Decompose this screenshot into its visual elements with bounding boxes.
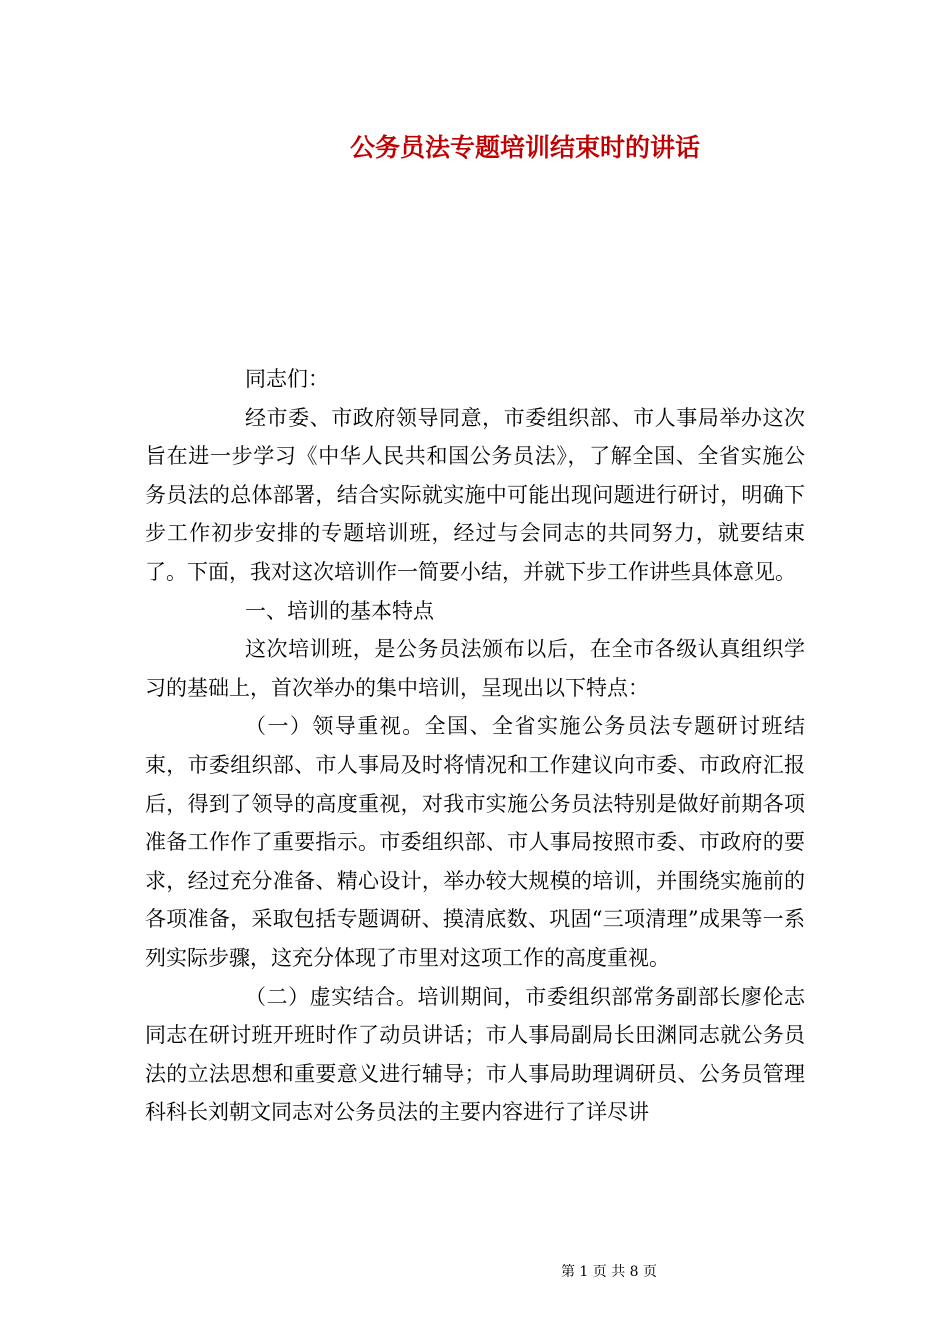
paragraph-leadership: （一）领导重视。全国、全省实施公务员法专题研讨班结束，市委组织部、市人事局及时将情况和工作建议向市委、市政府汇报后，得到了领导的高度重视，对我市实施公务员法特别是做好前期各项准备工作作了重要指示。市委组织部、市人事局按照市委、市政府的要求，经过充分准备、精心设计，举办较大规模的培训，并围绕实施前的各项准备，采取包括专题调研、摸清底数、巩固“三项清理”成果等一系列实际步骤，这充分体现了市里对这项工作的高度重视。 xyxy=(145,714,805,970)
paragraph-intro: 经市委、市政府领导同意，市委组织部、市人事局举办这次旨在进一步学习《中华人民共和国公务员法》，了解全国、全省实施公务员法的总体部署，结合实际就实施中可能出现问题进行研讨，明确下步工作初步安排的专题培训班，经过与会同志的共同努力，就要结束了。下面，我对这次培训作一简要小结，并就下步工作讲些具体意见。 xyxy=(145,405,805,584)
document-body xyxy=(145,360,805,1132)
paragraph-features: 这次培训班，是公务员法颁布以后，在全市各级认真组织学习的基础上，首次举办的集中培训，呈现出以下特点： xyxy=(145,637,805,700)
paragraph-combination: （二）虚实结合。培训期间，市委组织部常务副部长廖伦志同志在研讨班开班时作了动员讲话；市人事局副局长田渊同志就公务员法的立法思想和重要意义进行辅导；市人事局助理调研员、公务员管理科科长刘朝文同志对公务员法的主要内容进行了详尽讲 xyxy=(145,984,805,1125)
page-indicator: 第 1 页 共 8 页 xyxy=(560,1264,658,1280)
section-heading: 一、培训的基本特点 xyxy=(245,598,434,623)
greeting: 同志们： xyxy=(245,367,329,391)
document-title: 公务员法专题培训结束时的讲话 xyxy=(349,133,700,162)
